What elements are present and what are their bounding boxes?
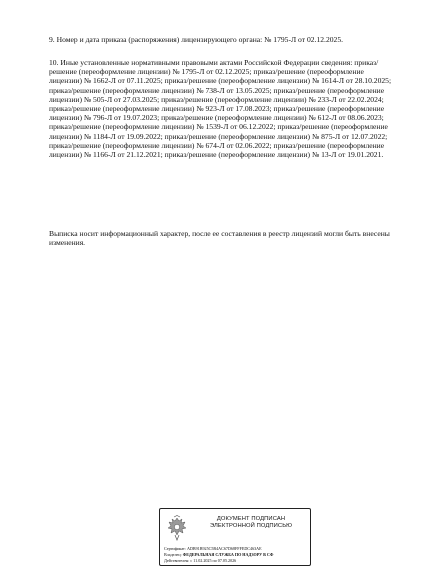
stamp-heading-line-1: ДОКУМЕНТ ПОДПИСАН [216,516,286,522]
item-10-other-info: 10. Иные установленные нормативными правовыми актами Российской Федерации сведения: приказ/решение (переоформление лицензии) № 1795-Л от 02.12.2025; приказ/решение (переоформление лицензии) № 1662-Л от 07.11.2025; приказ/решение (переоформление лицензии) № 1614-Л от 28.10.2025; приказ/решение (переоформление лицензии) № 738-Л от 13.05.2025; приказ/решение (переоформление лицензии) № 505-Л от 27.03.2025; приказ/решение (переоформление лицензии) № 233-Л от 22.02.2024; приказ/решение (переоформление лицензии) № 923-Л от 17.08.2023; приказ/решение (переоформление лицензии) № 796-Л от 19.07.2023; приказ/решение (переоформление лицензии) № 612-Л от 08.06.2023; приказ/решение (переоформление лицензии) № 1539-Л от 06.12.2022; приказ/решение (переоформление лицензии) № 1184-Л от 19.09.2022; приказ/решение (переоформление лицензии) № 875-Л от 12.07.2022; приказ/решение (переоформление лицензии) № 674-Л от 02.06.2022; приказ/решение (переоформление лицензии) № 1166-Л от 21.12.2021; приказ/решение (переоформление лицензии) № 13-Л от 19.01.2021. [49,58,392,160]
validity-value: с 11.02.2025 по 07.05.2026 [190,558,237,563]
stamp-heading-line-2: ЭЛЕКТРОННОЙ ПОДПИСЬЮ [209,523,293,529]
disclaimer-note: Выписка носит информационный характер, после ее составления в реестр лицензий могли быть внесены изменения. [49,229,390,248]
validity-line [164,558,311,564]
owner-label: Владелец: [164,552,182,557]
certificate-value: ADB91B925C5B4AC67D68FFFEDC463AE [187,546,262,551]
state-emblem-icon [166,515,188,543]
validity-label: Действителен: [164,558,190,563]
stamp-heading [192,516,310,530]
certificate-label: Сертификат: [164,546,186,551]
electronic-signature-stamp [159,508,311,566]
stamp-details [164,546,311,564]
item-9-order-number: 9. Номер и дата приказа (распоряжения) лицензирующего органа: № 1795-Л от 02.12.2025. [49,35,344,44]
owner-value: ФЕДЕРАЛЬНАЯ СЛУЖБА ПО НАДЗОРУ В СФ [182,552,274,557]
